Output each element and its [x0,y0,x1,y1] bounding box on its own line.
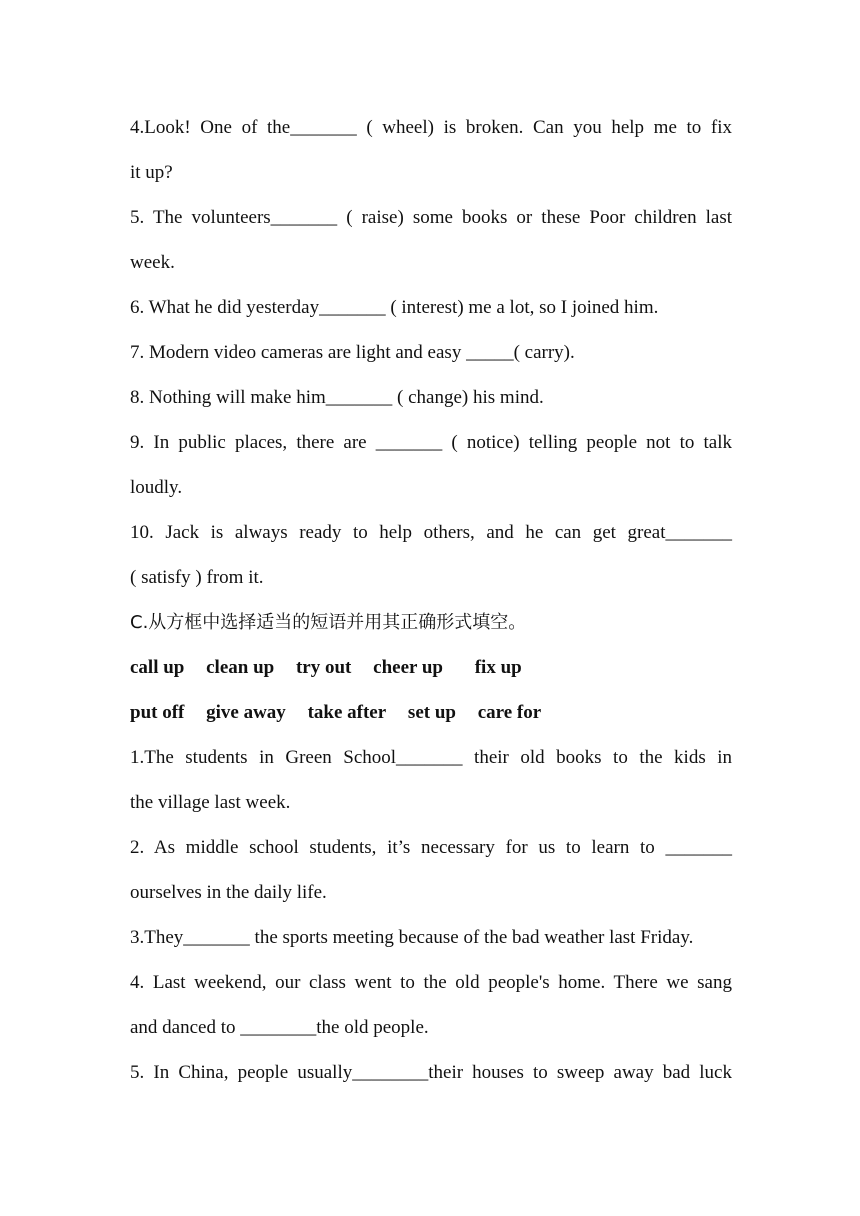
section-c-heading: C.从方框中选择适当的短语并用其正确形式填空。 [130,612,527,633]
phrase-item: cheer up [373,657,443,678]
exercise-b9-line1: 9. In public places, there are _______ ( notice) telling people not to talk [130,432,732,453]
phrase-item: call up [130,657,185,678]
phrase-item: clean up [206,657,275,678]
phrase-item: try out [295,657,352,678]
exercise-c3: 3.They_______ the sports meeting because of the bad weather last Friday. [130,927,694,948]
exercise-b10-line2: ( satisfy ) from it. [130,567,264,588]
exercise-c1-line2: the village last week. [130,792,291,813]
phrase-bank-row-1 [130,645,732,690]
phrase-item: fix up [474,657,522,678]
exercise-c4-line1: 4. Last weekend, our class went to the old people's home. There we sang [130,972,732,993]
worksheet-page [130,105,732,1095]
exercise-b6: 6. What he did yesterday_______ ( interest) me a lot, so I joined him. [130,297,659,318]
phrase-item: set up [407,702,456,723]
exercise-b4-line1: 4.Look! One of the_______ ( wheel) is broken. Can you help me to fix [130,117,732,138]
exercise-b8: 8. Nothing will make him_______ ( change) his mind. [130,387,544,408]
exercise-c2-line2: ourselves in the daily life. [130,882,327,903]
phrase-item: give away [206,702,286,723]
exercise-b9-line2: loudly. [130,477,183,498]
phrase-item: put off [130,702,185,723]
exercise-c2-line1: 2. As middle school students, it’s necessary for us to learn to _______ [130,837,732,858]
phrase-bank-row-2 [130,690,732,735]
exercise-b4-line2: it up? [130,162,173,183]
phrase-item: care for [477,702,542,723]
exercise-b10-line1: 10. Jack is always ready to help others, and he can get great_______ [130,522,732,543]
exercise-c4-line2: and danced to ________the old people. [130,1017,429,1038]
exercise-b5-line2: week. [130,252,175,273]
exercise-b5-line1: 5. The volunteers_______ ( raise) some books or these Poor children last [130,207,732,228]
exercise-c1-line1: 1.The students in Green School_______ their old books to the kids in [130,747,732,768]
phrase-item: take after [307,702,387,723]
exercise-c5-line1: 5. In China, people usually________their houses to sweep away bad luck [130,1062,732,1083]
exercise-b7: 7. Modern video cameras are light and easy _____( carry). [130,342,575,363]
